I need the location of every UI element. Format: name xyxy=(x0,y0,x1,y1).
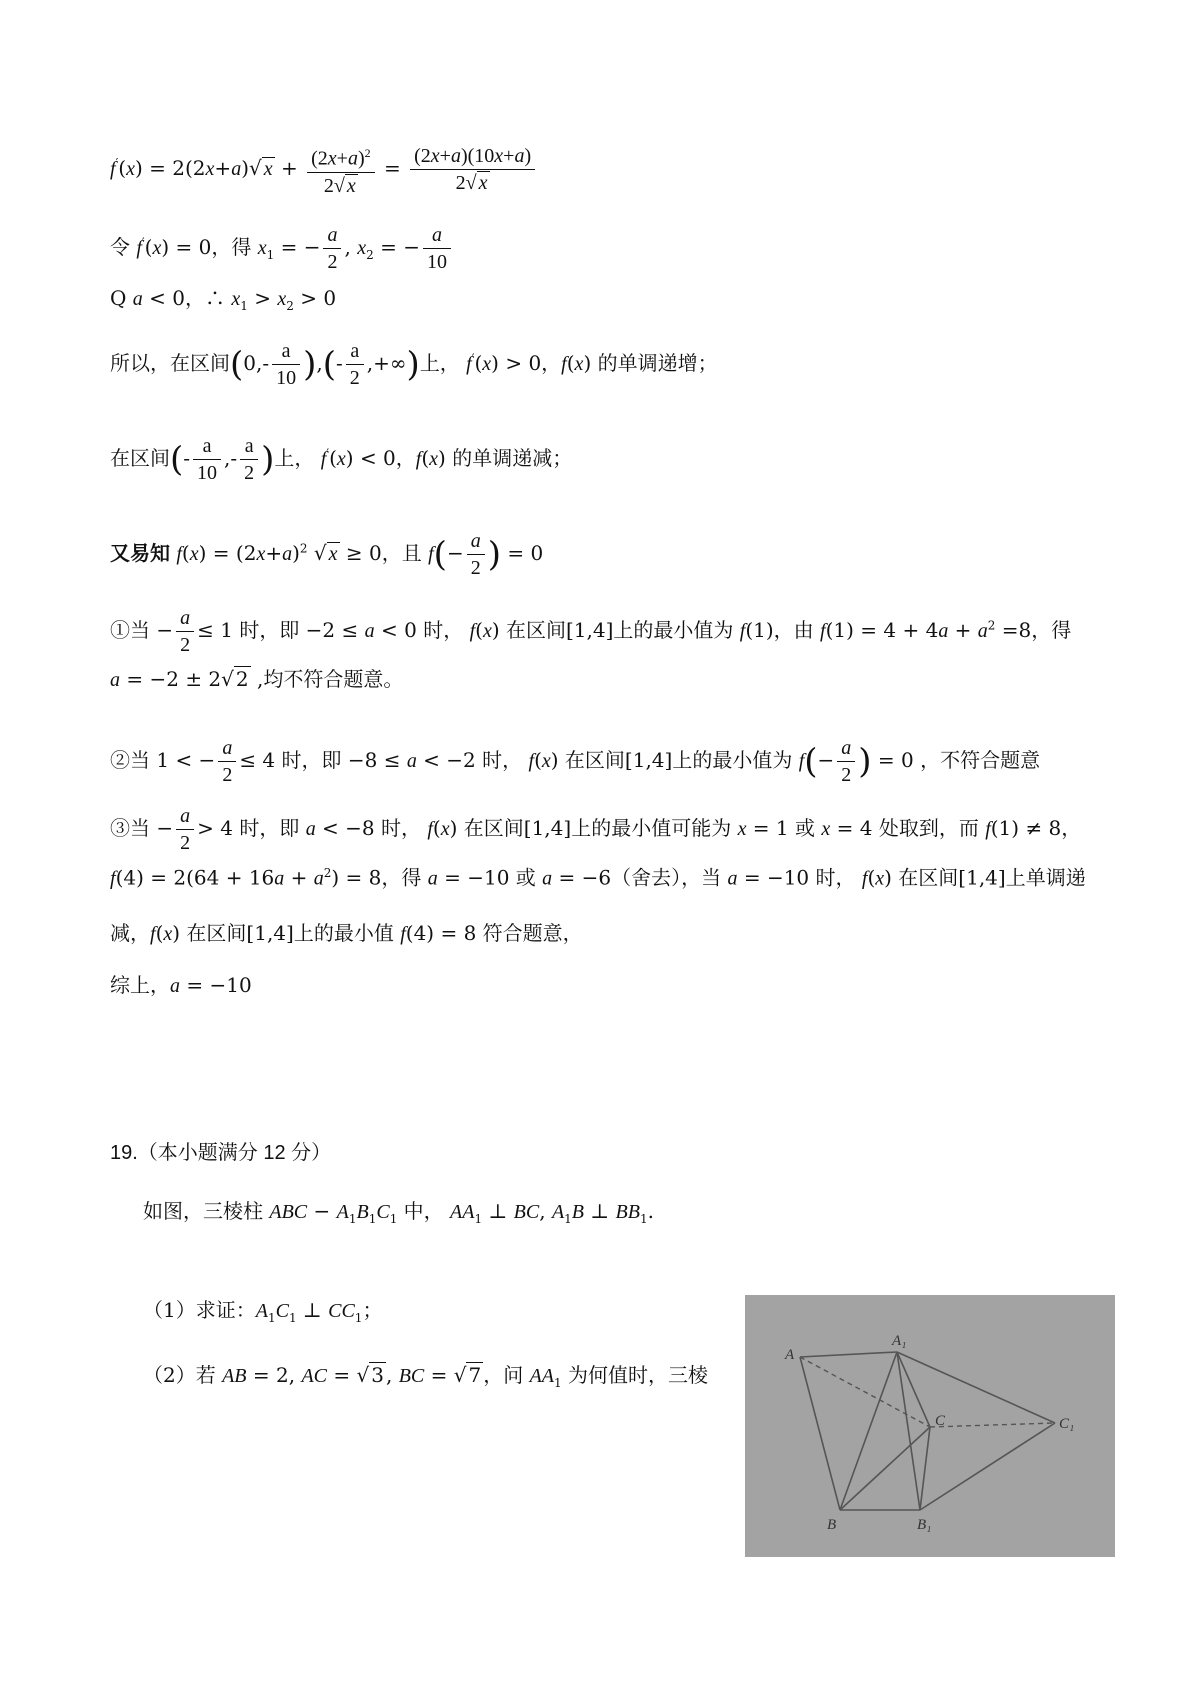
label-C: C xyxy=(935,1413,946,1429)
nonnegative-line: 又易知 $f(x) = (2x+a)^2$ √ x ≥ 0，且 f(− $\frac{a}{2}$ ) = 0 xyxy=(110,530,544,579)
prism-figure xyxy=(745,1295,1115,1557)
decreasing-interval-line: 在区间(- $\frac{a}{10}$ ,- $\frac{a}{2}$ )上， f′(x) < 0，f(x) 的单调递减； xyxy=(110,435,573,484)
question-19-part1: （1）求证：$A_1C_1$ ⊥ $CC_1$； xyxy=(143,1298,383,1325)
increasing-interval-line: 所以，在区间(0,- $\frac{a}{10}$ ),(- $\frac{a}{2}$ ,+∞)上， f′(x) > 0，f(x) 的单调递增； xyxy=(110,340,718,389)
sign-line: Q a < 0，∴ $x_1 > x_2 > 0$ xyxy=(110,286,337,313)
label-B: B xyxy=(827,1517,837,1533)
label-C1: C₁ xyxy=(1059,1416,1075,1432)
final-answer-line: 综上，a = −10 xyxy=(110,973,252,997)
question-19-stem: 如图，三棱柱 ABC − $A_1B_1C_1$ 中， $AA_1$ ⊥ BC, $A_1B$ ⊥ $BB_1$. xyxy=(143,1199,654,1226)
case3-equation-line: $f(4) = 2(64 + 16a + a^2) = 8$，得 a = −10 或 a = −6（舍去），当 a = −10 时， f(x) 在区间[1,4]上单调递 xyxy=(110,865,1086,890)
case1-line: ①当 − $\frac{a}{2}$ ≤ 1 时，即 −2 ≤ a < 0 时， f(x) 在区间[1,4]上的最小值为 f(1)，由 $f(1) = 4 + 4a + a^2 =8$，得 xyxy=(110,607,1072,656)
case2-line: ②当 1 < − $\frac{a}{2}$ ≤ 4 时，即 −8 ≤ a < −2 时， f(x) 在区间[1,4]上的最小值为 f(− $\frac{a}{2}$ ) = 0 ，不符合题意 xyxy=(110,737,1041,786)
label-A1: A₁ xyxy=(892,1333,907,1349)
label-A: A xyxy=(785,1347,795,1363)
prism-diagram xyxy=(745,1295,1115,1557)
critical-points-line: 令 f′(x) = 0，得 $x_1$ = − $\frac{a}{2}$ , $x_2$ = − $\frac{a}{10}$ xyxy=(110,222,454,275)
case1-result-line: a = −2 ± 2√ 2 ,均不符合题意。 xyxy=(110,667,404,691)
label-B1: B₁ xyxy=(917,1517,932,1533)
derivative-line: f′(x) = 2(2x+a)√ x + $\frac{(2x+a)^2}{2√ x}$ = $\frac{(2x+a)(10x+a)}{2√ x}$ xyxy=(110,140,538,199)
case3-line: ③当 − $\frac{a}{2}$ > 4 时，即 a < −8 时， f(x) 在区间[1,4]上的最小值可能为 x = 1 或 x = 4 处取到，而 f(1) ≠ 8， xyxy=(110,805,1082,854)
question-19-title: 19.（本小题满分 12 分） xyxy=(110,1142,332,1164)
question-19-part2: （2）若 AB = 2, AC = √ 3 , BC = √ 7 ，问 $AA_1$ 为何值时，三棱 xyxy=(143,1363,708,1390)
case3-conclusion-line: 减，f(x) 在区间[1,4]上的最小值 f(4) = 8 符合题意， xyxy=(110,921,583,945)
